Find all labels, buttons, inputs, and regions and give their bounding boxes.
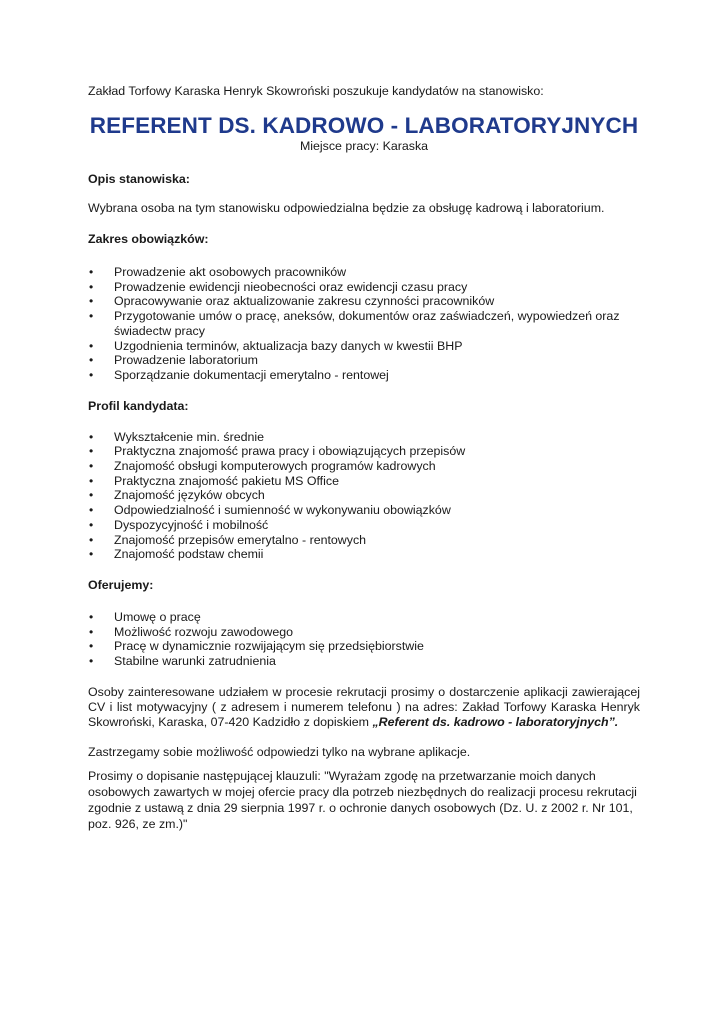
bullet-icon: • bbox=[89, 338, 94, 353]
application-text: Osoby zainteresowane udziałem w procesie rekrutacji prosimy o dostarczenie aplikacji zawierającej CV i list motywacyjny ( z adresem i numerem telefonu ) na adres: Zakład Torfowy Karaska Henryk Skowroński, Karaska, 07-420 Kadzidło z dopiskiem bbox=[88, 684, 640, 729]
bullet-icon: • bbox=[89, 294, 94, 309]
job-title: REFERENT DS. KADROWO - LABORATORYJNYCH bbox=[89, 113, 639, 138]
list-item bbox=[88, 309, 640, 338]
consent-clause: Prosimy o dopisanie następującej klauzuli: "Wyrażam zgodę na przetwarzanie moich danych osobowych zawartych w mojej ofercie pracy dla potrzeb niezbędnych do realizacji procesu rekrutacji zgodnie z ustawą z dnia 29 sierpnia 1997 r. o ochronie danych osobowych (Dz. U. z 2002 r. Nr 101, poz. 926, ze zm.)" bbox=[88, 768, 637, 831]
list-item-text: Znajomość języków obcych bbox=[114, 488, 265, 503]
list-item bbox=[88, 503, 640, 518]
offer-list bbox=[88, 610, 640, 669]
list-item-text: Praktyczna znajomość pakietu MS Office bbox=[114, 473, 339, 488]
bullet-icon: • bbox=[89, 488, 94, 503]
bullet-icon: • bbox=[89, 654, 94, 669]
bullet-icon: • bbox=[89, 353, 94, 368]
list-item bbox=[88, 294, 640, 309]
profile-list bbox=[88, 430, 640, 562]
list-item bbox=[88, 444, 640, 459]
description-heading: Opis stanowiska: bbox=[88, 172, 190, 186]
bullet-icon: • bbox=[89, 367, 94, 382]
list-item-text: Pracę w dynamicznie rozwijającym się przedsiębiorstwie bbox=[114, 639, 424, 654]
list-item-text: Praktyczna znajomość prawa pracy i obowiązujących przepisów bbox=[114, 444, 466, 459]
bullet-icon: • bbox=[89, 279, 94, 294]
bullet-icon: • bbox=[89, 473, 94, 488]
list-item bbox=[88, 353, 640, 368]
list-item-text: Prowadzenie laboratorium bbox=[114, 353, 258, 368]
bullet-icon: • bbox=[89, 517, 94, 532]
work-location: Miejsce pracy: Karaska bbox=[299, 139, 429, 153]
list-item bbox=[88, 625, 640, 640]
list-item-text: Znajomość przepisów emerytalno - rentowych bbox=[114, 532, 367, 547]
bullet-icon: • bbox=[89, 609, 94, 624]
bullet-icon: • bbox=[89, 429, 94, 444]
list-item bbox=[88, 654, 640, 669]
application-instructions bbox=[88, 685, 640, 730]
bullet-icon: • bbox=[89, 503, 94, 518]
offer-heading: Oferujemy: bbox=[88, 577, 154, 592]
list-item bbox=[88, 339, 640, 354]
profile-heading: Profil kandydata: bbox=[88, 398, 189, 413]
duties-heading: Zakres obowiązków: bbox=[88, 232, 209, 246]
description-text: Wybrana osoba na tym stanowisku odpowiedzialna będzie za obsługę kadrową i laboratorium. bbox=[88, 201, 605, 215]
list-item-text: Dyspozycyjność i mobilność bbox=[114, 517, 269, 532]
list-item bbox=[88, 368, 640, 383]
list-item-text: Prowadzenie ewidencji nieobecności oraz ewidencji czasu pracy bbox=[114, 279, 468, 294]
bullet-icon: • bbox=[89, 309, 94, 324]
list-item bbox=[88, 533, 640, 548]
job-posting-document bbox=[88, 84, 640, 832]
bullet-icon: • bbox=[89, 624, 94, 639]
bullet-icon: • bbox=[89, 459, 94, 474]
list-item-text: Uzgodnienia terminów, aktualizacja bazy danych w kwestii BHP bbox=[114, 338, 463, 353]
list-item-text: Stabilne warunki zatrudnienia bbox=[114, 654, 276, 669]
list-item-text: Odpowiedzialność i sumienność w wykonywaniu obowiązków bbox=[114, 503, 451, 518]
list-item-text: Przygotowanie umów o pracę, aneksów, dokumentów oraz zaświadczeń, wypowiedzeń oraz świadectw pracy bbox=[114, 309, 620, 338]
list-item bbox=[88, 430, 640, 445]
list-item-text: Znajomość podstaw chemii bbox=[114, 547, 264, 562]
list-item bbox=[88, 459, 640, 474]
bullet-icon: • bbox=[89, 547, 94, 562]
bullet-icon: • bbox=[89, 444, 94, 459]
intro-text: Zakład Torfowy Karaska Henryk Skowroński poszukuje kandydatów na stanowisko: bbox=[88, 84, 544, 98]
list-item bbox=[88, 488, 640, 503]
list-item-text: Prowadzenie akt osobowych pracowników bbox=[114, 265, 347, 279]
list-item bbox=[88, 518, 640, 533]
list-item bbox=[88, 639, 640, 654]
list-item bbox=[88, 547, 640, 562]
list-item-text: Sporządzanie dokumentacji emerytalno - rentowej bbox=[114, 367, 389, 382]
list-item bbox=[88, 265, 640, 280]
list-item bbox=[88, 474, 640, 489]
reservation-note: Zastrzegamy sobie możliwość odpowiedzi tylko na wybrane aplikacje. bbox=[88, 744, 471, 759]
bullet-icon: • bbox=[89, 639, 94, 654]
list-item bbox=[88, 280, 640, 295]
bullet-icon: • bbox=[89, 265, 94, 279]
list-item-text: Znajomość obsługi komputerowych programów kadrowych bbox=[114, 459, 436, 474]
list-item-text: Możliwość rozwoju zawodowego bbox=[114, 624, 294, 639]
list-item-text: Opracowywanie oraz aktualizowanie zakresu czynności pracowników bbox=[114, 294, 495, 309]
bullet-icon: • bbox=[89, 532, 94, 547]
list-item-text: Wykształcenie min. średnie bbox=[114, 429, 265, 444]
duties-list bbox=[88, 265, 640, 383]
application-subject-note: „Referent ds. kadrowo - laboratoryjnych”. bbox=[372, 714, 619, 729]
list-item bbox=[88, 610, 640, 625]
list-item-text: Umowę o pracę bbox=[114, 609, 201, 624]
